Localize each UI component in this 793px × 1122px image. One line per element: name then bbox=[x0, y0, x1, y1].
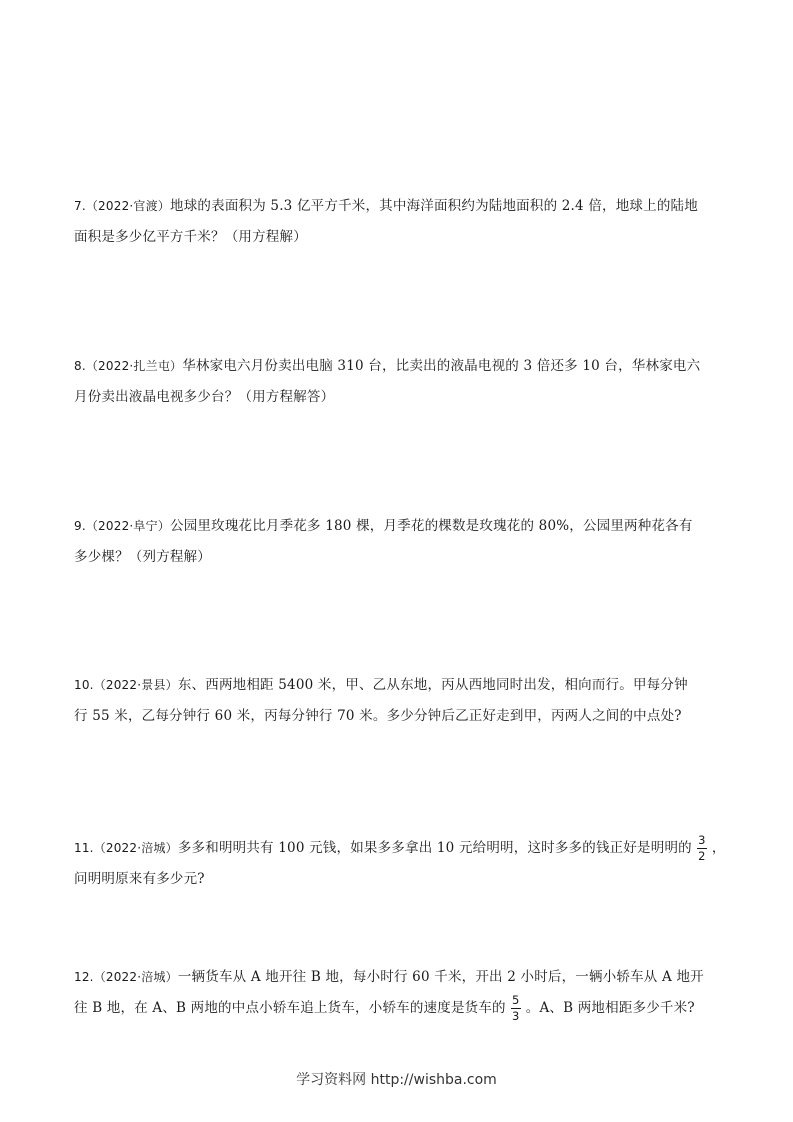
question-text: 公园里玫瑰花比月季花多 180 棵，月季花的棵数是玫瑰花的 80%，公园里两种花各有 bbox=[170, 518, 693, 534]
question-line bbox=[74, 670, 724, 701]
question-number: 12. bbox=[74, 970, 94, 984]
question-number: 11. bbox=[74, 841, 94, 855]
question-line bbox=[74, 833, 724, 864]
question-text: 问明明原来有多少元? bbox=[74, 871, 205, 887]
question-text: 东、西两地相距 5400 米，甲、乙从东地，丙从西地同时出发，相向而行。甲每分钟 bbox=[177, 677, 688, 693]
question-source-tag: （2022·阜宁） bbox=[85, 519, 171, 533]
question-text: 面积是多少亿平方千米？（用方程解） bbox=[74, 229, 307, 245]
question-11 bbox=[74, 833, 724, 895]
question-text: 往 B 地，在 A、B 两地的中点小轿车追上货车，小轿车的速度是货车的 bbox=[74, 1000, 506, 1016]
question-10 bbox=[74, 670, 724, 732]
question-text: 一辆货车从 A 地开往 B 地，每小时行 60 千米，开出 2 小时后，一辆小轿车从 A 地开 bbox=[177, 969, 704, 985]
question-line bbox=[74, 993, 724, 1024]
question-line bbox=[74, 191, 724, 222]
question-number: 10. bbox=[74, 678, 94, 692]
question-line bbox=[74, 351, 724, 382]
question-source-tag: （2022·扎兰屯） bbox=[85, 359, 183, 373]
question-12 bbox=[74, 962, 724, 1024]
question-text: 多多和明明共有 100 元钱，如果多多拿出 10 元给明明，这时多多的钱正好是明明的 bbox=[177, 840, 692, 856]
fraction-numerator: 3 bbox=[698, 833, 706, 847]
question-text: 行 55 米，乙每分钟行 60 米，丙每分钟行 70 米。多少分钟后乙正好走到甲，丙两人之间的中点处? bbox=[74, 708, 682, 724]
question-source-tag: （2022·官渡） bbox=[85, 199, 171, 213]
question-line bbox=[74, 864, 724, 895]
question-source-tag: （2022·涪城） bbox=[93, 841, 178, 855]
question-text: 。A、B 两地相距多少千米? bbox=[525, 1000, 695, 1016]
fraction bbox=[697, 834, 707, 863]
fraction bbox=[511, 994, 521, 1023]
question-line bbox=[74, 382, 724, 413]
question-9 bbox=[74, 511, 724, 573]
question-line bbox=[74, 542, 724, 573]
question-line bbox=[74, 511, 724, 542]
fraction-numerator: 5 bbox=[512, 993, 520, 1007]
question-number: 7. bbox=[74, 199, 86, 213]
question-text: 地球的表面积为 5.3 亿平方千米，其中海洋面积约为陆地面积的 2.4 倍，地球上的陆地 bbox=[170, 198, 698, 214]
question-number: 8. bbox=[74, 359, 86, 373]
question-text: 月份卖出液晶电视多少台？（用方程解答） bbox=[74, 389, 335, 405]
question-source-tag: （2022·景县） bbox=[93, 678, 178, 692]
question-8 bbox=[74, 351, 724, 413]
question-text: 华林家电六月份卖出电脑 310 台，比卖出的液晶电视的 3 倍还多 10 台，华林家电六 bbox=[182, 358, 701, 374]
question-number: 9. bbox=[74, 519, 86, 533]
page-footer-watermark: 学习资料网 http://wishba.com bbox=[296, 1072, 497, 1088]
question-line bbox=[74, 962, 724, 993]
question-line bbox=[74, 701, 724, 732]
question-7 bbox=[74, 191, 724, 253]
question-source-tag: （2022·涪城） bbox=[93, 970, 178, 984]
question-text: ， bbox=[711, 840, 726, 856]
question-line bbox=[74, 222, 724, 253]
fraction-denominator: 2 bbox=[698, 849, 706, 863]
fraction-denominator: 3 bbox=[512, 1009, 520, 1023]
question-text: 多少棵？（列方程解） bbox=[74, 549, 211, 565]
